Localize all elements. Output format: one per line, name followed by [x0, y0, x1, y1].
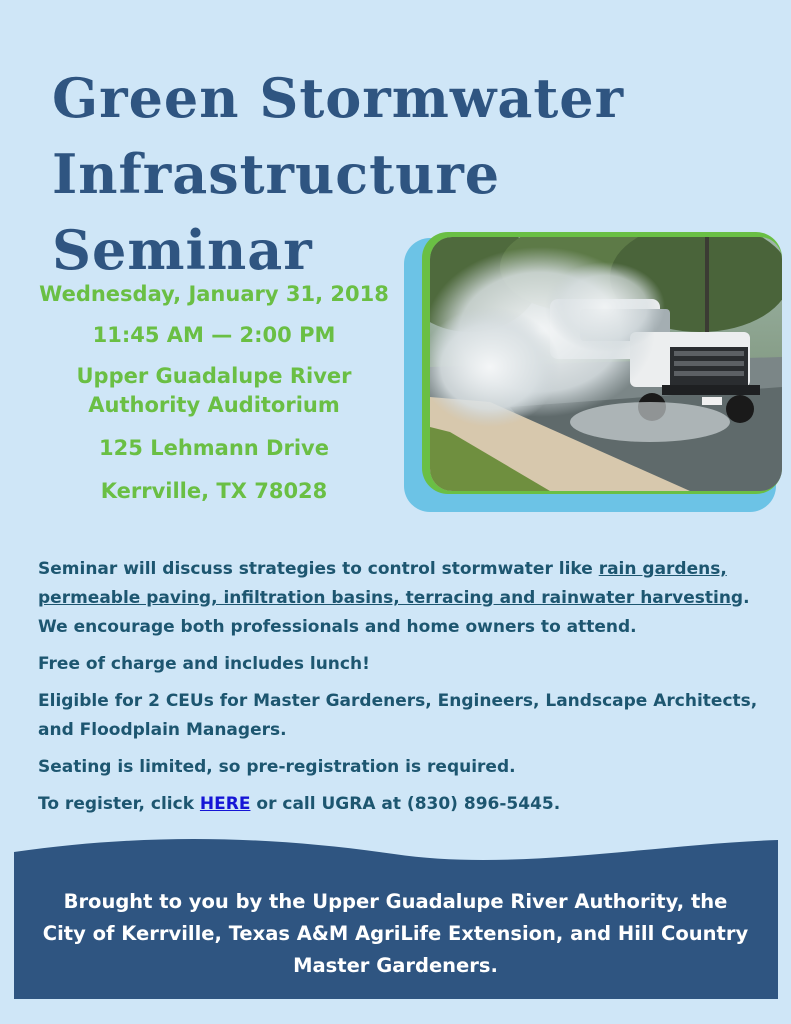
intro-paragraph: [38, 555, 758, 642]
event-details: [20, 280, 408, 506]
event-venue-line-2: Authority Auditorium: [88, 393, 340, 417]
title-line-1: Green Stormwater: [52, 66, 625, 130]
event-date: Wednesday, January 31, 2018: [39, 282, 389, 306]
flooded-road-truck-photo: [430, 237, 782, 491]
register-here-link[interactable]: HERE: [199, 794, 251, 814]
intro-suffix: . We encourage both professionals and home owners to attend.: [38, 588, 750, 637]
register-line: [38, 790, 758, 819]
intro-prefix: Seminar will discuss strategies to control stormwater like: [38, 559, 599, 579]
event-time: 11:45 AM — 2:00 PM: [92, 323, 336, 347]
register-suffix: or call UGRA at (830) 896-5445.: [250, 794, 561, 814]
strategies-underline: rain gardens, permeable paving, infiltration basins, terracing and rainwater harvesting: [38, 559, 744, 608]
footer-credits: Brought to you by the Upper Guadalupe River Authority, the City of Kerrville, Texas A&M AgriLife Extension, and Hill Country Master Gardeners.: [42, 890, 749, 977]
ceu-line: Eligible for 2 CEUs for Master Gardeners, Engineers, Landscape Architects, and Floodplain Managers.: [38, 691, 758, 740]
event-street: 125 Lehmann Drive: [99, 436, 329, 460]
event-venue-line-1: Upper Guadalupe River: [76, 364, 352, 388]
description: [38, 555, 758, 827]
register-prefix: To register, click: [38, 794, 200, 814]
free-lunch-line: Free of charge and includes lunch!: [38, 654, 370, 674]
event-city: Kerrville, TX 78028: [100, 479, 328, 503]
title-line-2: Infrastructure: [52, 142, 501, 206]
photo-container: [404, 232, 782, 512]
title-line-3: Seminar: [52, 218, 313, 282]
seating-line: Seating is limited, so pre-registration is required.: [38, 757, 516, 777]
